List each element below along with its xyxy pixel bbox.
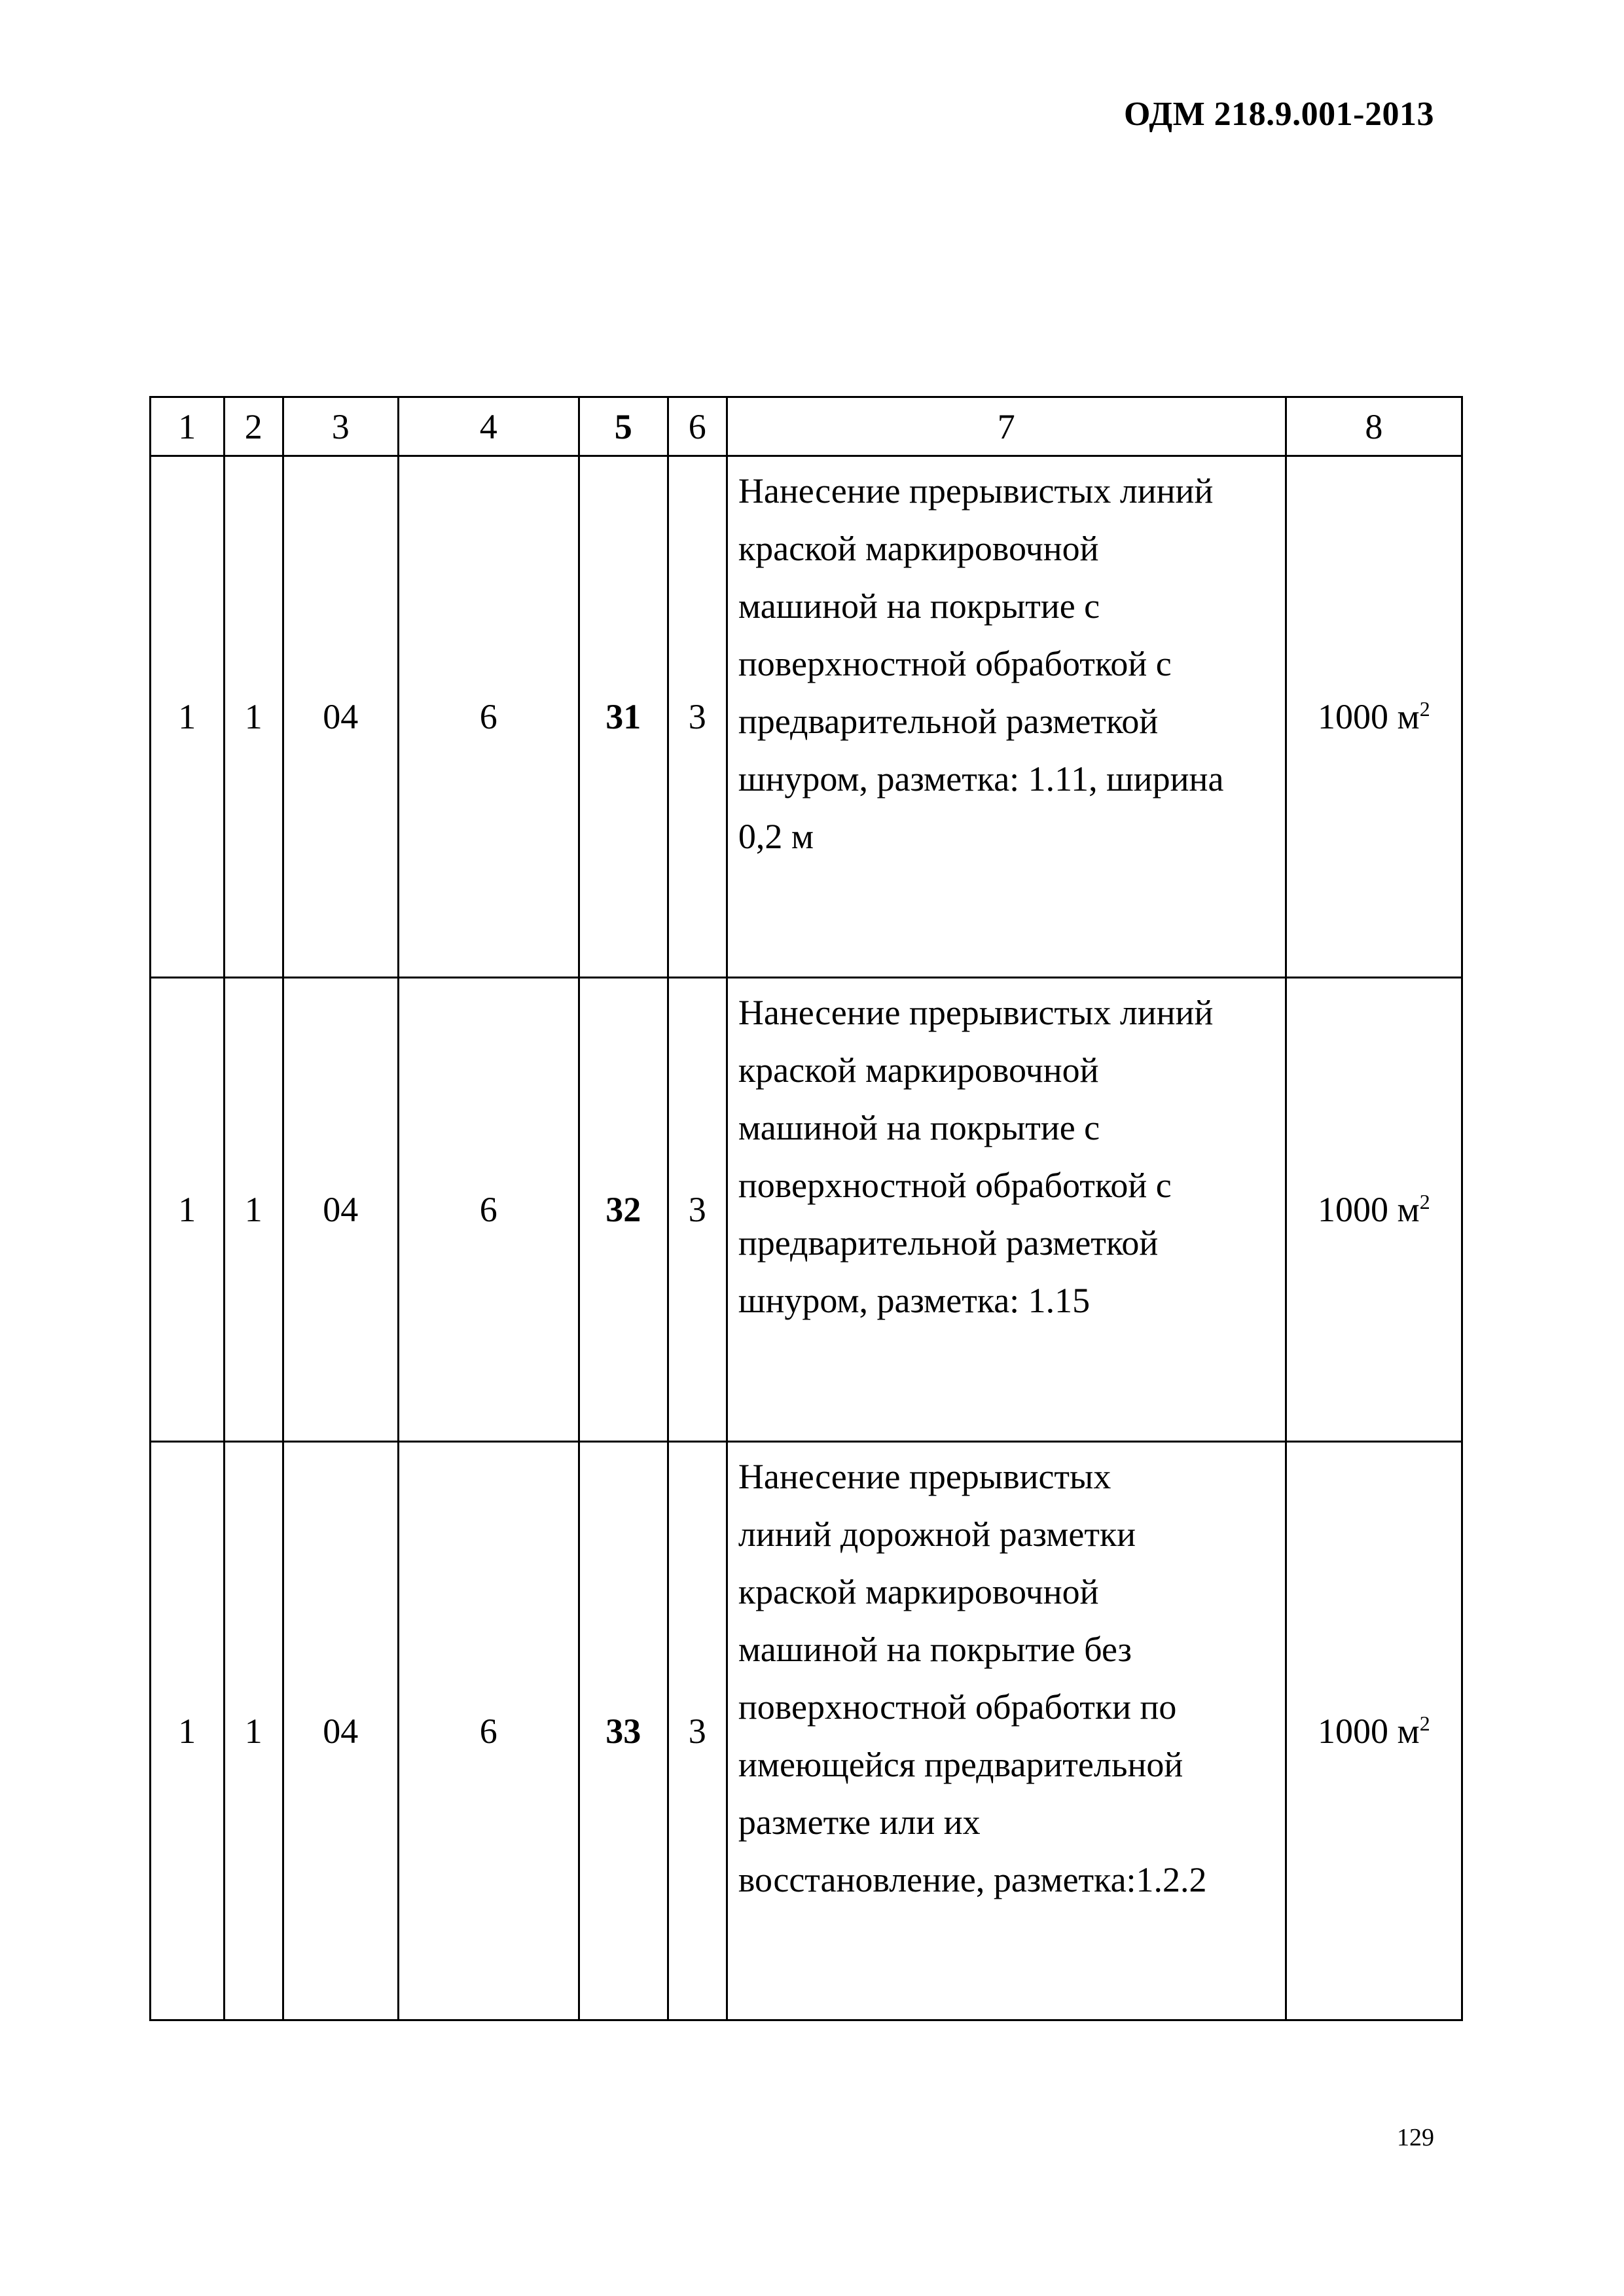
cell-c1: 1	[151, 456, 225, 978]
cell-code: 33	[579, 1442, 668, 2020]
column-number-8: 8	[1286, 397, 1462, 456]
description-line: Нанесение прерывистых	[738, 1457, 1111, 1496]
cell-description	[727, 1442, 1286, 2020]
column-number-5: 5	[579, 397, 668, 456]
cell-unit	[1286, 456, 1462, 978]
description-line: предварительной разметкой	[738, 1223, 1159, 1263]
unit-text: 1000 м	[1318, 697, 1420, 736]
cell-c3: 04	[283, 978, 398, 1442]
column-number-3: 3	[283, 397, 398, 456]
cell-code: 32	[579, 978, 668, 1442]
cell-c4: 6	[398, 978, 579, 1442]
cell-c6: 3	[668, 456, 727, 978]
unit-superscript: 2	[1419, 1190, 1430, 1213]
description-line: краской маркировочной	[738, 1572, 1099, 1611]
description-line: краской маркировочной	[738, 529, 1099, 568]
cell-c2: 1	[224, 1442, 283, 2020]
description-line: восстановление, разметка:1.2.2	[738, 1860, 1207, 1899]
description-line: машиной на покрытие с	[738, 1108, 1100, 1147]
page-number: 129	[1397, 2124, 1434, 2151]
column-number-4: 4	[398, 397, 579, 456]
cell-code: 31	[579, 456, 668, 978]
description-line: шнуром, разметка: 1.15	[738, 1281, 1091, 1320]
cell-c2: 1	[224, 978, 283, 1442]
description-line: машиной на покрытие с	[738, 586, 1100, 626]
unit-superscript: 2	[1419, 1711, 1430, 1735]
description-line: разметке или их	[738, 1803, 981, 1842]
description-line: Нанесение прерывистых линий	[738, 993, 1214, 1032]
table-row	[151, 978, 1462, 1442]
description-line: Нанесение прерывистых линий	[738, 471, 1214, 511]
cell-unit	[1286, 978, 1462, 1442]
description-line: поверхностной обработкой с	[738, 644, 1172, 683]
document-code: ОДМ 218.9.001-2013	[1123, 96, 1434, 133]
description-line: поверхностной обработки по	[738, 1687, 1177, 1727]
column-number-6: 6	[668, 397, 727, 456]
description-line: краской маркировочной	[738, 1050, 1099, 1090]
unit-text: 1000 м	[1318, 1711, 1420, 1751]
table-row	[151, 1442, 1462, 2020]
cell-unit	[1286, 1442, 1462, 2020]
column-number-2: 2	[224, 397, 283, 456]
description-line: поверхностной обработкой с	[738, 1166, 1172, 1205]
cell-c3: 04	[283, 456, 398, 978]
column-number-row	[151, 397, 1462, 456]
column-number-7: 7	[727, 397, 1286, 456]
description-line: предварительной разметкой	[738, 702, 1159, 741]
description-line: 0,2 м	[738, 817, 814, 856]
description-line: имеющейся предварительной	[738, 1745, 1183, 1784]
unit-superscript: 2	[1419, 697, 1430, 721]
description-line: шнуром, разметка: 1.11, ширина	[738, 759, 1224, 798]
cell-c3: 04	[283, 1442, 398, 2020]
cell-c4: 6	[398, 456, 579, 978]
specification-table	[149, 396, 1463, 2021]
cell-c4: 6	[398, 1442, 579, 2020]
cell-c6: 3	[668, 978, 727, 1442]
cell-description	[727, 456, 1286, 978]
table-row	[151, 456, 1462, 978]
description-line: машиной на покрытие без	[738, 1630, 1132, 1669]
cell-c1: 1	[151, 1442, 225, 2020]
description-line: линий дорожной разметки	[738, 1515, 1136, 1554]
cell-description	[727, 978, 1286, 1442]
cell-c2: 1	[224, 456, 283, 978]
cell-c1: 1	[151, 978, 225, 1442]
cell-c6: 3	[668, 1442, 727, 2020]
column-number-1: 1	[151, 397, 225, 456]
unit-text: 1000 м	[1318, 1190, 1420, 1229]
